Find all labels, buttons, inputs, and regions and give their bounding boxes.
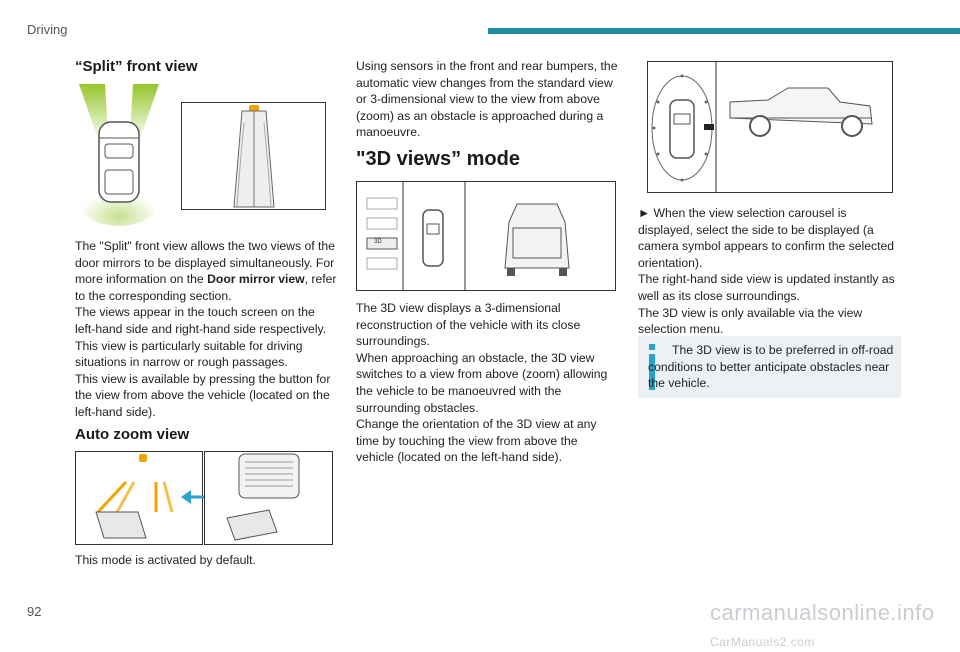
chapter-title: Driving: [27, 22, 68, 37]
right-text-2: The right-hand side view is updated instantly as well as its close surroundings.: [638, 272, 895, 303]
3d-menu-label: 3D: [374, 239, 382, 245]
3d-text-3: Change the orientation of the 3D view at any time by touching the view from above the vehicle (located on the left-hand side).: [356, 417, 597, 465]
door-mirror-view-ref: Door mirror view: [207, 272, 305, 287]
3d-text-1: The 3D view displays a 3-dimensional reconstruction of the vehicle with its close surroundings.: [356, 301, 581, 349]
3d-views-heading: "3D views” mode: [356, 148, 520, 170]
watermark-main: carmanualsonline.info: [710, 600, 935, 625]
split-text-1c: , refer to the corresponding section.: [75, 272, 337, 303]
split-camera-view-figure: [181, 102, 326, 210]
split-text-3: This view is particularly suitable for driving situations in narrow or rough passages.: [75, 338, 303, 370]
watermark-sub: CarManuals2.com: [710, 635, 815, 649]
auto-zoom-figure-right: [204, 451, 333, 545]
page-number: 92: [27, 604, 42, 619]
split-view-heading: “Split” front view: [75, 58, 198, 75]
3d-text-2: When approaching an obstacle, the 3D view switches to a view from above (zoom) allowing the vehicle to be manoeuvred with the surrounding obstacles.: [356, 350, 608, 415]
intro-text: Using sensors in the front and rear bumpers, the automatic view changes from the standard view or 3-dimensional view to the view from above (zoom) as an obstacle is approached during a manoeuvre.: [356, 59, 618, 140]
watermark: [710, 600, 960, 652]
split-view-car-illustration: [75, 82, 163, 228]
auto-zoom-text: This mode is activated by default.: [75, 553, 256, 567]
right-text-1: ► When the view selection carousel is displayed, select the side to be displayed (a camera symbol appears to confirm the selected orientation).: [638, 206, 895, 270]
split-text-2: The views appear in the touch screen on the left-hand side and right-hand side respectively.: [75, 305, 327, 336]
info-note-text: The 3D view is to be preferred in off-road conditions to better anticipate obstacles near the vehicle.: [648, 343, 894, 391]
split-text-4: This view is available by pressing the button for the view from above the vehicle (located on the left-hand side).: [75, 371, 331, 419]
right-text-3: The 3D view is only available via the view selection menu.: [638, 305, 863, 337]
split-text-1a: The "Split" front view allows the two views of the door mirrors to be displayed simultaneously. For more information on the: [75, 239, 335, 287]
auto-zoom-heading: Auto zoom view: [75, 426, 190, 443]
info-note: [638, 336, 901, 398]
header-accent-bar: [488, 28, 960, 34]
side-view-figure: [647, 61, 893, 193]
3d-view-figure: [356, 181, 616, 291]
